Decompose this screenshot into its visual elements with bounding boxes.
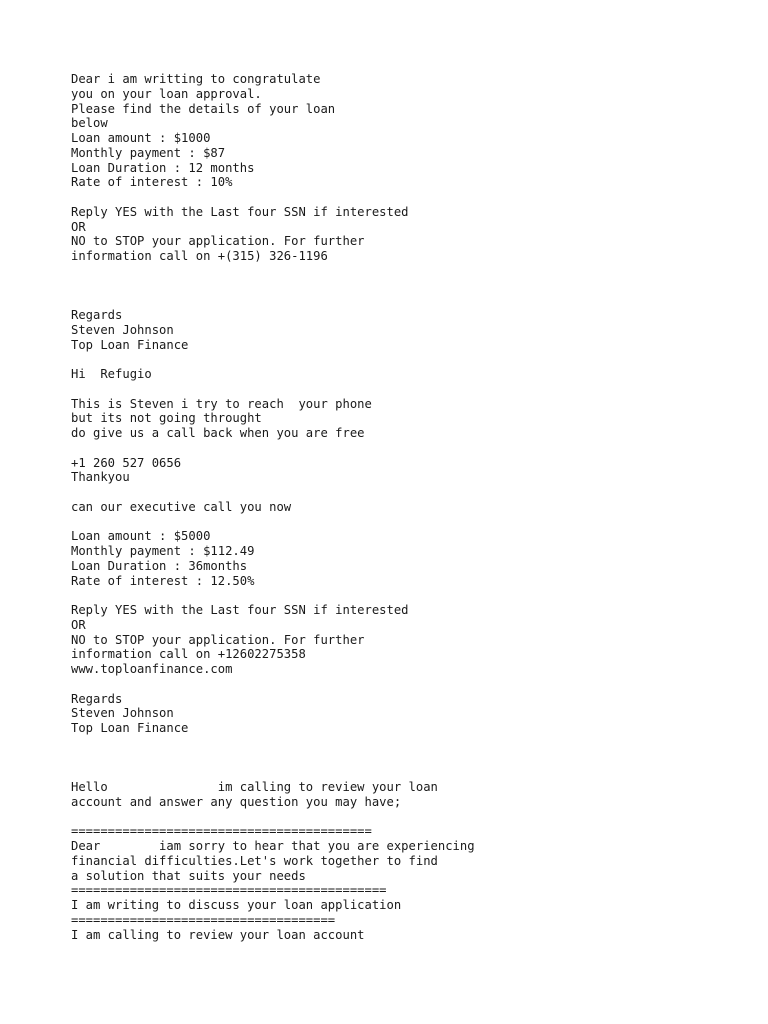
text-line: Loan Duration : 12 months	[71, 160, 255, 175]
text-line: Regards	[71, 691, 123, 706]
text-line: Top Loan Finance	[71, 337, 189, 352]
blank-line	[71, 485, 751, 500]
blank-line	[71, 751, 751, 766]
text-line: Reply YES with the Last four SSN if interested	[71, 204, 409, 219]
text-line: but its not going throught	[71, 411, 262, 426]
blank-line	[71, 765, 751, 780]
text-line: Dear i am writting to congratulate	[71, 72, 321, 86]
text-line: below	[71, 116, 108, 131]
text-line: OR	[71, 219, 86, 234]
text-line: Steven Johnson	[71, 706, 174, 721]
text-line: Loan amount : $1000	[71, 131, 211, 145]
text-line: Hello im calling to review your loan	[71, 780, 438, 794]
text-line: ====================================	[71, 912, 336, 927]
text-line: account and answer any question you may have;	[71, 794, 402, 809]
text-line: a solution that suits your needs	[71, 868, 306, 883]
text-line: Loan amount : $5000	[71, 529, 211, 544]
text-line: Monthly payment : $112.49	[71, 544, 255, 558]
text-line: Regards	[71, 308, 123, 322]
blank-line	[71, 677, 751, 692]
text-line: Monthly payment : $87	[71, 145, 226, 160]
text-line: can our executive call you now	[71, 499, 292, 514]
text-line: NO to STOP your application. For further	[71, 234, 365, 249]
text-line: +1 260 527 0656	[71, 455, 182, 470]
text-line: Loan Duration : 36months	[71, 558, 248, 573]
blank-line	[71, 352, 751, 367]
blank-line	[71, 264, 751, 279]
blank-line	[71, 279, 751, 294]
text-line: Thankyou	[71, 470, 130, 485]
text-line: www.toploanfinance.com	[71, 662, 233, 676]
blank-line	[71, 736, 751, 751]
text-line: do give us a call back when you are free	[71, 426, 365, 440]
text-line: Top Loan Finance	[71, 721, 189, 735]
text-line: information call on +12602275358	[71, 647, 306, 662]
text-line: Rate of interest : 10%	[71, 175, 233, 190]
text-line: information call on +(315) 326-1196	[71, 249, 328, 263]
text-line: Reply YES with the Last four SSN if interested	[71, 603, 409, 617]
text-line: Rate of interest : 12.50%	[71, 573, 255, 588]
document-body	[71, 72, 751, 942]
text-line: I am writing to discuss your loan application	[71, 898, 402, 912]
text-line: financial difficulties.Let's work together to find	[71, 853, 438, 868]
blank-line	[71, 515, 751, 530]
blank-line	[71, 382, 751, 397]
blank-line	[71, 293, 751, 308]
text-line: you on your loan approval.	[71, 86, 262, 101]
text-line: =========================================	[71, 824, 372, 839]
text-line: Please find the details of your loan	[71, 101, 336, 116]
blank-line	[71, 441, 751, 456]
text-line: OR	[71, 617, 86, 632]
blank-line	[71, 588, 751, 603]
blank-line	[71, 810, 751, 825]
text-line: This is Steven i try to reach your phone	[71, 396, 372, 411]
text-line: NO to STOP your application. For further	[71, 632, 365, 647]
text-line: I am calling to review your loan account	[71, 927, 365, 942]
text-line: Hi Refugio	[71, 367, 152, 381]
blank-line	[71, 190, 751, 205]
text-line: Steven Johnson	[71, 322, 174, 337]
text-line: Dear iam sorry to hear that you are experiencing	[71, 839, 475, 853]
text-line: ===========================================	[71, 883, 387, 898]
